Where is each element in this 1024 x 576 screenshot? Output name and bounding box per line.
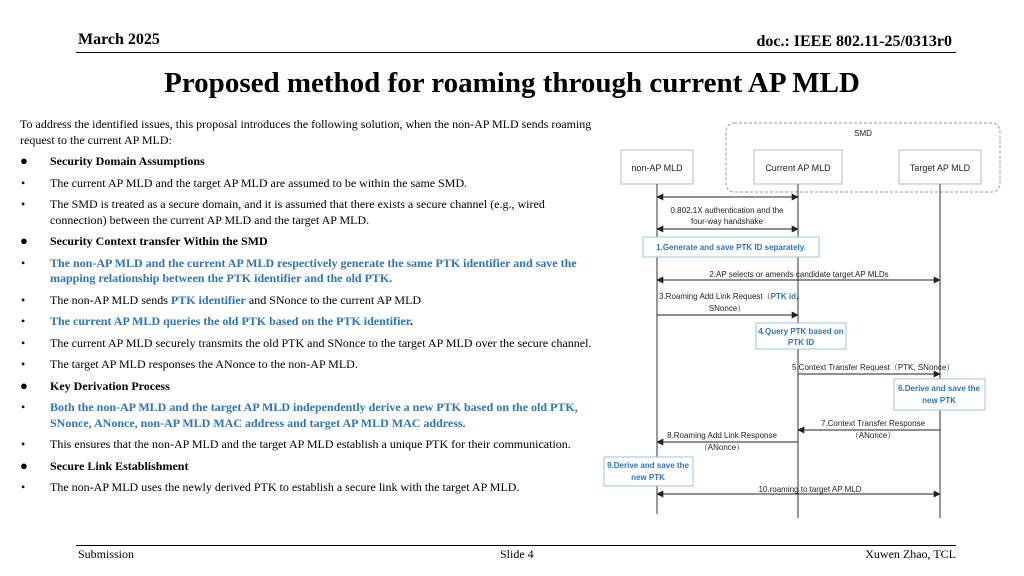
entity-label-current-ap: Current AP MLD — [765, 163, 831, 173]
bullet-text-highlight: The current AP MLD queries the old PTK based on the PTK identifier — [50, 314, 411, 328]
footer-slide-number: Slide 4 — [500, 547, 534, 561]
bullet-text: The SMD is treated as a secure domain, and it is assumed that there exists a secure channel (e.g., wired connection) between the current AP MLD and the target AP MLD. — [50, 197, 545, 227]
step-10-label: 10.roaming to target AP MLD — [758, 485, 862, 494]
bullet-text: The current AP MLD securely transmits the old PTK and SNonce to the target AP MLD over the secure channel. — [50, 335, 592, 350]
header-doc-id: doc.: IEEE 802.11-25/0313r0 — [756, 33, 952, 50]
bullet-text-highlight: Both the non-AP MLD and the target AP MLD independently derive a new PTK based on the old PTK, SNonce, ANonce, non-AP MLD MAC address and target AP MLD MAC address. — [50, 400, 578, 430]
bullet-text: The target AP MLD responses the ANonce to the non-AP MLD. — [50, 357, 358, 371]
bullet-text: . — [410, 314, 414, 328]
step-0-label: 0.802.1X authentication and the — [670, 206, 784, 215]
step-2-label: 2.AP selects or amends candidate target AP MLDs — [709, 270, 889, 279]
bullet-marker: • — [21, 314, 26, 328]
step-0-label: four-way handshake — [690, 217, 764, 226]
step-8-label: 8.Roaming Add Link Response — [667, 431, 777, 440]
bullet-text: and SNonce to the current AP MLD — [245, 292, 422, 307]
bullet-text: This ensures that the non-AP MLD and the target AP MLD establish a unique PTK for their communication. — [50, 437, 571, 451]
footer-submission: Submission — [78, 547, 135, 561]
header-date: March 2025 — [78, 31, 160, 48]
slide-title: Proposed method for roaming through current AP MLD — [164, 67, 860, 99]
step-7-label: 7.Context Transfer Response — [820, 419, 926, 428]
bullet-marker: • — [21, 400, 26, 414]
step-8-label: （ANonce） — [699, 443, 745, 452]
step-7-label: （ANonce） — [850, 431, 896, 440]
bullet-marker: • — [21, 175, 26, 190]
entity-label-target-ap: Target AP MLD — [909, 163, 971, 173]
heading-text: Security Context transfer Within the SMD — [50, 234, 268, 248]
intro-paragraph: To address the identified issues, this proposal introduces the following solution, when the non-AP MLD sends roaming request to the current AP MLD: — [20, 117, 592, 147]
bullet-marker: • — [21, 255, 26, 270]
bullet-text: The non-AP MLD uses the newly derived PTK to establish a secure link with the target AP MLD. — [50, 480, 520, 494]
bullet-marker: • — [21, 335, 26, 350]
dot-marker: ● — [20, 153, 28, 168]
step-6-label: new PTK — [922, 396, 956, 405]
bullet-marker: • — [21, 357, 26, 371]
heading-text: Security Domain Assumptions — [50, 154, 205, 168]
bullet-marker: • — [21, 437, 26, 451]
footer-author: Xuwen Zhao, TCL — [865, 547, 956, 561]
bullet-marker: • — [21, 480, 26, 494]
entity-label-non-ap: non-AP MLD — [631, 163, 683, 173]
heading-text: Key Derivation Process — [50, 378, 170, 393]
step-4-label: 4.Query PTK based on — [758, 327, 844, 336]
bullet-marker: • — [21, 292, 26, 307]
step-4-label: PTK ID — [787, 338, 815, 347]
smd-label: SMD — [854, 129, 872, 138]
footer-divider — [76, 545, 956, 546]
dot-marker: ● — [20, 233, 28, 248]
dot-marker: ● — [20, 377, 28, 393]
step-1-label: 1.Generate and save PTK ID separately. — [656, 243, 806, 252]
step-5-label: 5.Context Transfer Request（PTK, SNonce） — [792, 363, 955, 372]
bullet-text-highlight: PTK identifier — [170, 292, 246, 307]
bullet-marker: • — [21, 197, 26, 211]
step-3-label: 3.Roaming Add Link Request（PTK id, — [659, 292, 799, 301]
dot-marker: ● — [20, 457, 28, 473]
step-3-label: SNonce） — [708, 304, 746, 313]
bullet-text: The current AP MLD and the target AP MLD are assumed to be within the same SMD. — [50, 175, 468, 190]
step-9-label: new PTK — [631, 473, 665, 482]
step-9-label: 9.Derive and save the — [607, 461, 689, 470]
heading-text: Secure Link Establishment — [50, 458, 189, 473]
bullet-text-highlight: The non-AP MLD and the current AP MLD respectively generate the same PTK identifier and save the mapping relationship between the PTK identifier and the old PTK. — [50, 255, 577, 285]
bullet-text: The non-AP MLD sends — [50, 292, 171, 307]
step-6-label: 6.Derive and save the — [898, 384, 980, 393]
